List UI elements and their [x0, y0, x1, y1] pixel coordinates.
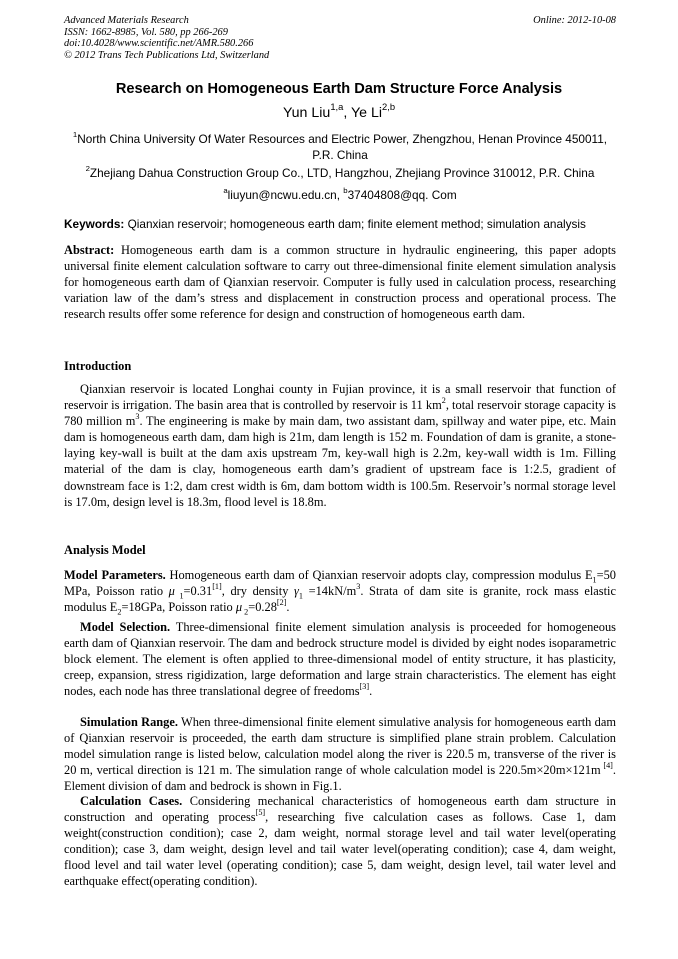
email-mark: a — [223, 185, 228, 195]
text-run: =14kN/m — [303, 584, 357, 599]
author-list — [40, 101, 638, 121]
text-run: Qianxian reservoir is located Longhai county in Fujian province, it is a small reservoir that function of reservoir is irrigation. The basin area that is controlled by reservoir is 11 km — [64, 382, 616, 413]
text-run: . Element division of dam and bedrock is shown in Fig.1. — [64, 763, 617, 794]
affiliation-mark: 1 — [72, 129, 78, 139]
superscript: 3 — [356, 581, 361, 591]
email-text: 37404808@qq. Com — [347, 188, 457, 202]
affiliation-2 — [64, 163, 616, 182]
author-affiliation-mark: 1,a — [330, 101, 344, 112]
text-run: Homogeneous earth dam of Qianxian reservoir adopts clay, compression modulus E — [165, 568, 593, 582]
affiliation-1 — [64, 129, 616, 163]
author-name: Ye Li — [350, 105, 383, 121]
superscript: 2 — [441, 395, 446, 405]
text-run: When three-dimensional finite element simulative analysis for homogeneous earth dam of Qianxian reservoir is proceeded, the earth dam structure is simplified plane strain problem. Calculation model simulation range is listed below, calculation model along the river is 220.5 m, transverse of the river is 20 m, vertical direction is 121 m. The simulation range of whole calculation model is 220.5m×20m×121m — [64, 715, 616, 778]
author-emails — [64, 185, 616, 204]
email-text: liuyun@ncwu.edu.cn, — [227, 188, 344, 202]
superscript: 3 — [135, 411, 140, 421]
text-run: . The engineering is make by main dam, two assistant dam, spillway and water pipe, etc. Main dam is homogeneous earth dam, dam high is 21m, dam length is 152 m. Foundation of dam is granite, a stone-laying key-wall is built at the dam axis upstream 7m, key-wall high is 2.2m, key-wall width is 1m. Filling material of the dam is clay, homogeneous earth dam’s gradient of upstream face is 1:2.5, gradient of downstream face is 1:2, dam crest width is 6m, dam bottom width is 100.5m. Reservoir’s normal storage level is 17.0m, design level is 18.3m, flood level is 18.8m. — [64, 414, 617, 509]
paper-title: Research on Homogeneous Earth Dam Structure Force Analysis — [115, 81, 563, 97]
affiliation-text: North China University Of Water Resources and Electric Power, Zhengzhou, Henan Province 450011, P.R. China — [77, 132, 608, 162]
subscript: 1 — [174, 591, 184, 601]
text-run: =0.28 — [248, 600, 277, 615]
affiliation-mark: 2 — [85, 163, 90, 173]
text-run: , researching five calculation cases as follows. Case 1, dam weight(construction condition); case 2, dam weight, normal storage level and tail water level(operating condition); case 3, dam weight, design level and tail water level(operating condition); case 4, dam weight, flood level and tail water level (operating condition); case 5, dam weight, design level, tail water level and earthquake effect(operating condition). — [64, 810, 616, 889]
citation-ref: [2] — [276, 597, 287, 607]
text-run: =50 MPa, Poisson ratio — [64, 568, 616, 599]
abstract — [64, 242, 616, 322]
text-run: =18GPa, Poisson ratio — [121, 600, 236, 615]
journal-name: Advanced Materials Research — [64, 15, 189, 26]
math-symbol: μ — [168, 584, 175, 599]
paragraph-label: Simulation Range. — [80, 715, 178, 729]
introduction-paragraph — [64, 381, 616, 510]
text-run: Considering mechanical characteristics of homogeneous earth dam structure in construction and operating process — [64, 794, 616, 825]
text-run: . — [286, 600, 290, 615]
author-affiliation-mark: 2,b — [382, 101, 396, 112]
paragraph-label: Model Parameters. — [64, 568, 166, 582]
abstract-text: Homogeneous earth dam is a common structure in hydraulic engineering, this paper adopts universal finite element calculation software to carry out three-dimensional finite element simulation analysis for homogeneous earth dam of Qianxian reservoir. Computer is fully used in calculation process, researching variation law of the dam’s stress and displacement in construction process and operational process. The research results offer some reference for design and construction of homogeneous earth dam. — [64, 243, 616, 322]
doi-line: doi:10.4028/www.scientific.net/AMR.580.266 — [64, 38, 254, 50]
subscript: 1 — [298, 591, 303, 601]
issn-line: ISSN: 1662-8985, Vol. 580, pp 266-269 — [64, 26, 228, 38]
keywords — [64, 217, 616, 231]
paragraph-label: Calculation Cases. — [80, 794, 183, 808]
math-symbol: μ — [235, 600, 243, 615]
abstract-label: Abstract: — [64, 243, 115, 257]
keywords-label: Keywords: — [64, 217, 125, 231]
calculation-cases-paragraph — [64, 793, 616, 890]
subscript: 2 — [242, 607, 249, 617]
citation-ref: [1] — [212, 581, 222, 591]
paragraph-label: Model Selection. — [80, 620, 171, 634]
model-selection-paragraph — [64, 619, 616, 699]
citation-ref: [4] — [600, 760, 613, 770]
citation-ref: [3] — [359, 682, 370, 692]
simulation-range-paragraph — [64, 714, 616, 794]
text-run: =0.31 — [183, 584, 213, 599]
affiliation-text: Zhejiang Dahua Construction Group Co., LTD, Hangzhou, Zhejiang Province 310012, P.R. China — [89, 166, 595, 180]
text-run: , dry density — [221, 584, 295, 599]
text-run: , total reservoir storage capacity is 780 million m — [64, 398, 616, 429]
author-separator: , — [343, 105, 351, 121]
section-heading-introduction: Introduction — [64, 359, 132, 373]
journal-header — [64, 15, 616, 61]
keywords-text: Qianxian reservoir; homogeneous earth dam; finite element method; simulation analysis — [124, 217, 586, 231]
online-date: Online: 2012-10-08 — [533, 15, 616, 26]
model-parameters-paragraph — [64, 567, 616, 615]
text-run: . Strata of dam site is granite, rock mass elastic modulus E — [64, 584, 616, 615]
author-name: Yun Liu — [282, 105, 331, 121]
text-run: Three-dimensional finite element simulation analysis is proceeded for homogeneous earth dam of Qianxian reservoir. The dam and bedrock structure model is divided by eight nodes isoparametric block element. The element is often applied to three-dimensional model of entity structure, it has plasticity, creep, expansion, stress rigidization, large deformation and large strain characteristics. The element has eight nodes, each node has three translational degree of freedoms — [64, 620, 616, 699]
section-heading-analysis-model: Analysis Model — [64, 543, 146, 557]
subscript: 2 — [117, 607, 122, 617]
math-symbol: γ — [294, 584, 299, 599]
citation-ref: [5] — [255, 807, 266, 817]
subscript: 1 — [592, 575, 597, 585]
copyright-line: © 2012 Trans Tech Publications Ltd, Switzerland — [64, 49, 270, 61]
email-mark: b — [343, 185, 348, 195]
text-run: . — [369, 684, 373, 699]
